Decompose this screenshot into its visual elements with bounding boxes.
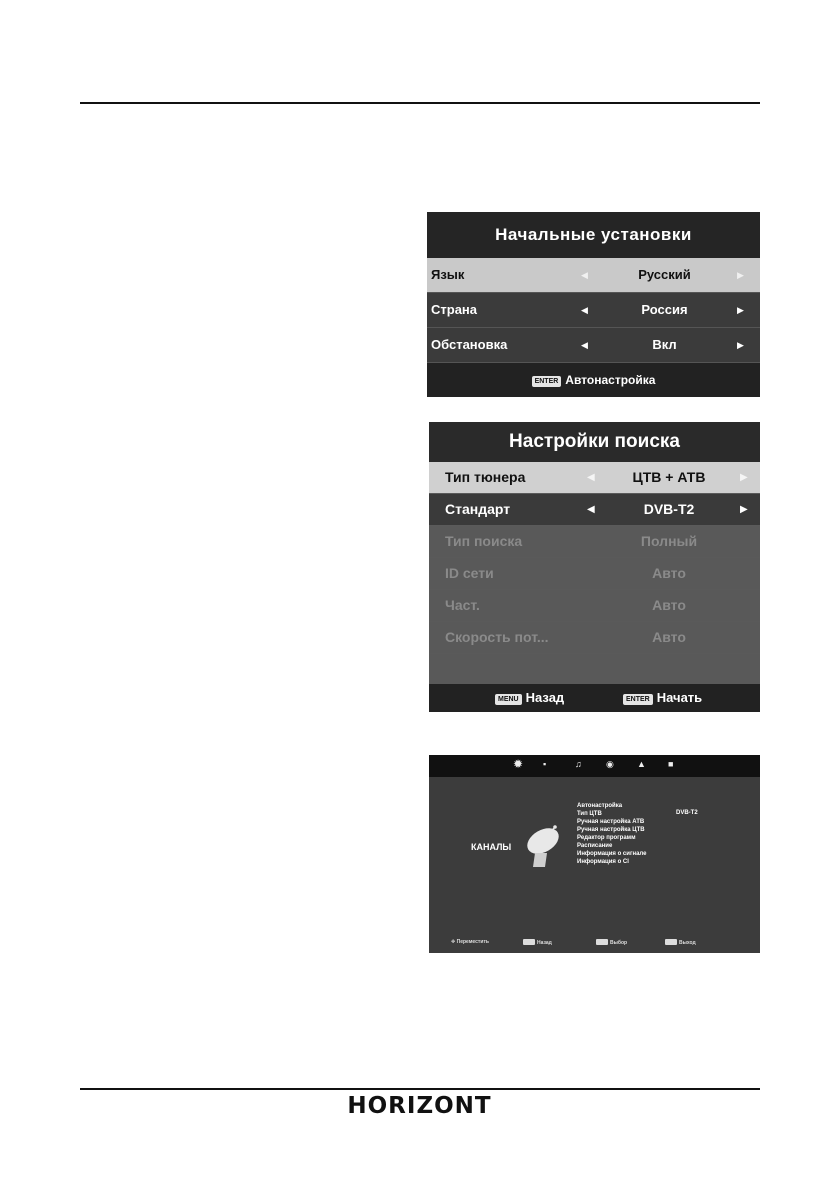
menu-row-country[interactable] [427, 292, 760, 327]
row-value: Вкл [652, 337, 677, 352]
time-category-icon[interactable]: ◉ [606, 759, 614, 769]
section-title: КАНАЛЫ [471, 842, 512, 852]
move-hint [451, 939, 489, 945]
back-hint-label: Назад [537, 940, 552, 946]
row-label: Обстановка [431, 337, 508, 352]
enter-key-badge: ENTER [623, 694, 653, 705]
satellite-dish-icon [521, 823, 571, 871]
empty-row [429, 653, 760, 687]
arrow-right-icon[interactable]: ▶ [737, 305, 744, 315]
enter-key-badge: ENTER [532, 376, 562, 387]
footer-rule [80, 1088, 760, 1090]
row-value: ЦТВ + АТВ [632, 469, 706, 485]
menu-row-network-id [429, 557, 760, 589]
row-value: Авто [652, 565, 686, 581]
arrow-right-icon[interactable]: ▶ [737, 270, 744, 280]
select-hint-label: Выбор [610, 940, 628, 946]
row-label: Част. [445, 597, 480, 613]
menu-row-standard[interactable] [429, 493, 760, 525]
menu-item-atv-manual[interactable]: Ручная настройка АТВ [577, 819, 645, 825]
lock-category-icon[interactable]: ▲ [637, 759, 646, 769]
row-label: Тип тюнера [445, 469, 526, 485]
picture-category-icon[interactable]: ▪ [543, 759, 547, 769]
key-icon [665, 939, 677, 945]
move-hint-label: Переместить [456, 939, 489, 945]
menu-row-symbol-rate [429, 621, 760, 653]
initial-setup-screen [427, 212, 760, 396]
menu-item-signal-info[interactable]: Информация о сигнале [577, 851, 647, 857]
screen-title: Настройки поиска [429, 422, 760, 462]
menu-item-schedule[interactable]: Расписание [577, 843, 613, 849]
exit-hint [665, 939, 696, 946]
menu-row-search-type [429, 525, 760, 557]
arrow-left-icon[interactable]: ◀ [587, 472, 595, 483]
row-value: DVB-T2 [643, 501, 695, 517]
channels-category-icon[interactable]: ✹ [513, 757, 524, 771]
menu-item-ci-info[interactable]: Информация о CI [577, 859, 629, 865]
menu-key-badge: MENU [495, 694, 522, 705]
menu-category-bar [429, 755, 760, 777]
dtv-type-value: DVB-T2 [676, 810, 698, 816]
channels-menu-list [577, 802, 647, 866]
back-hint [523, 939, 552, 946]
row-value: Полный [640, 533, 698, 549]
menu-item-program-edit[interactable]: Редактор программ [577, 835, 636, 841]
start-label: Начать [656, 690, 703, 705]
move-arrows-icon: ✥ [451, 939, 457, 945]
row-value: Русский [638, 267, 691, 282]
row-value: Россия [641, 302, 688, 317]
row-label: Страна [431, 302, 478, 317]
channels-menu-screen [429, 755, 760, 953]
key-icon [596, 939, 608, 945]
brand-logo: HORIZONT [347, 1093, 492, 1119]
sound-category-icon[interactable]: ♫ [575, 759, 582, 769]
arrow-right-icon[interactable]: ▶ [740, 504, 748, 515]
menu-row-environment[interactable] [427, 327, 760, 362]
row-value: Авто [652, 597, 686, 613]
menu-item-auto-tuning[interactable]: Автонастройка [577, 803, 623, 809]
select-hint [596, 939, 627, 946]
key-icon [523, 939, 535, 945]
arrow-left-icon[interactable]: ◀ [581, 340, 588, 350]
arrow-left-icon[interactable]: ◀ [587, 504, 595, 515]
arrow-left-icon[interactable]: ◀ [581, 270, 588, 280]
row-label: ID сети [445, 565, 494, 581]
arrow-right-icon[interactable]: ▶ [737, 340, 744, 350]
arrow-left-icon[interactable]: ◀ [581, 305, 588, 315]
menu-item-dtv-manual[interactable]: Ручная настройка ЦТВ [577, 827, 645, 833]
setup-category-icon[interactable]: ■ [668, 759, 674, 769]
screen-footer [427, 362, 760, 397]
back-label: Назад [525, 690, 565, 705]
row-label: Язык [431, 267, 465, 282]
row-value: Авто [652, 629, 686, 645]
menu-row-tuner-type[interactable] [429, 462, 760, 493]
menu-row-language[interactable] [427, 258, 760, 292]
menu-row-frequency [429, 589, 760, 621]
row-label: Стандарт [445, 501, 511, 517]
footer-action-label[interactable]: Автонастройка [565, 373, 656, 387]
menu-item-dtv-type[interactable]: Тип ЦТВ [577, 811, 602, 817]
arrow-right-icon[interactable]: ▶ [740, 472, 748, 483]
row-label: Скорость пот... [445, 629, 549, 645]
back-hint[interactable] [495, 684, 564, 712]
header-rule [80, 102, 760, 104]
row-label: Тип поиска [445, 533, 523, 549]
start-hint[interactable] [623, 684, 702, 712]
screen-title: Начальные установки [427, 212, 760, 258]
search-settings-screen [429, 422, 760, 712]
screen-footer [429, 684, 760, 712]
exit-hint-label: Выход [679, 940, 696, 946]
